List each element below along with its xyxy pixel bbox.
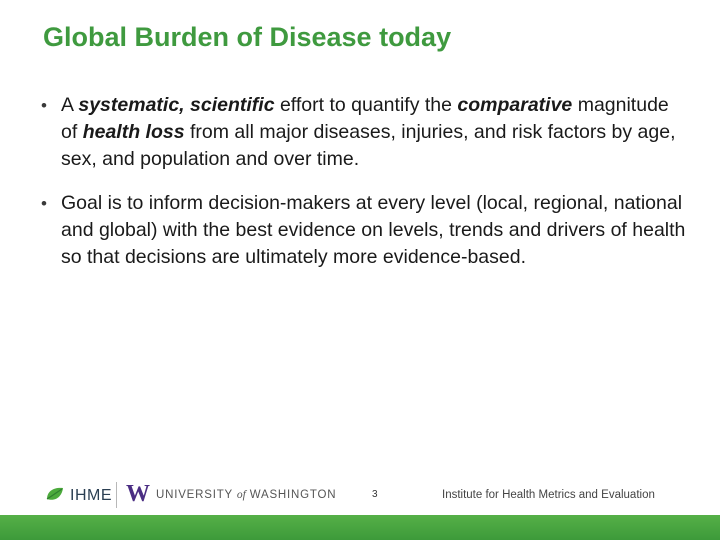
bullet-item <box>40 92 690 173</box>
bullet-item <box>40 190 690 271</box>
bullet-text-emphasis: systematic, scientific <box>78 94 275 116</box>
page-number: 3 <box>372 489 378 500</box>
bullet-text-part: Goal is to inform decision-makers at every level (local, regional, national and global) with the best evidence on levels, trends and drivers of health so that decisions are ultimately more evidence-based. <box>61 192 686 268</box>
institute-name: Institute for Health Metrics and Evaluation <box>442 489 655 501</box>
uw-wordmark-part: WASHINGTON <box>249 489 337 501</box>
bullet-text-part: effort to quantify the <box>274 94 458 116</box>
footer-divider <box>116 482 117 508</box>
uw-wordmark-part: UNIVERSITY <box>156 489 233 501</box>
footer <box>0 478 720 540</box>
ihme-label: IHME <box>70 487 112 504</box>
uw-wordmark-of: of <box>236 489 246 501</box>
bullet-text-part: magnitude of <box>61 94 669 143</box>
bullet-list <box>40 92 690 288</box>
uw-wordmark <box>156 489 336 501</box>
bullet-marker: • <box>41 96 47 115</box>
uw-logo-w: W <box>126 481 150 507</box>
bullet-text-part: from all major diseases, injuries, and risk factors by age, sex, and population and over time. <box>61 121 676 170</box>
bullet-text-part: A <box>61 94 79 116</box>
bullet-text-emphasis: health loss <box>82 121 185 143</box>
bullet-marker: • <box>41 194 47 213</box>
slide-title: Global Burden of Disease today <box>43 22 452 52</box>
footer-green-band <box>0 515 720 540</box>
ihme-logo-icon <box>44 484 66 506</box>
bullet-text-emphasis: comparative <box>457 94 573 116</box>
